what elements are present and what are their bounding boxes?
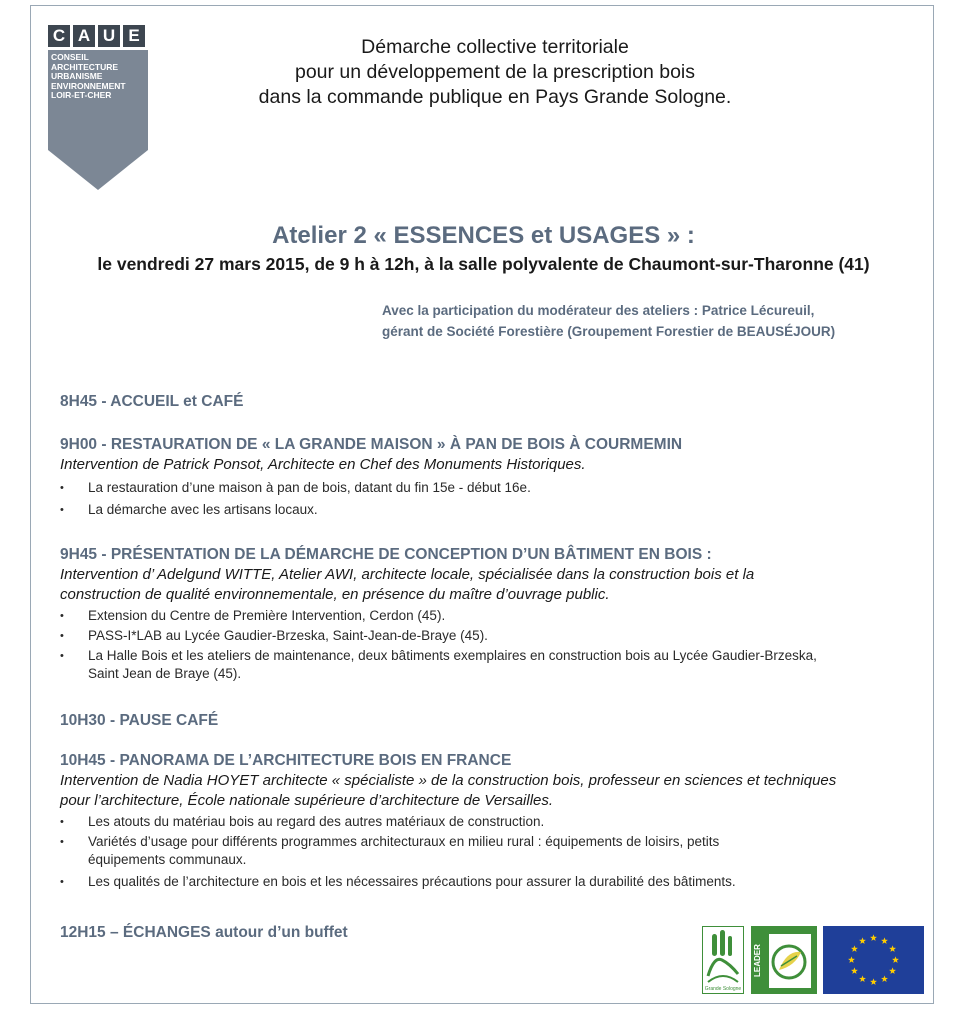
header-line: pour un développement de la prescription bois xyxy=(294,61,695,83)
logo-line: CONSEIL xyxy=(51,52,89,62)
header-line: Démarche collective territoriale xyxy=(361,36,629,58)
agenda-title: - PRÉSENTATION DE LA DÉMARCHE DE CONCEPTION D’UN BÂTIMENT EN BOIS : xyxy=(97,546,712,563)
agenda-heading xyxy=(60,545,920,565)
agenda-bullets xyxy=(60,607,920,683)
pays-grande-sologne-logo xyxy=(702,926,744,994)
logo-letter: C xyxy=(48,25,70,47)
logo-line: ARCHITECTURE xyxy=(51,61,119,72)
list-item: • La restauration d’une maison à pan de bois, datant du fin 15e - début 16e. xyxy=(60,479,920,497)
list-item: • Les atouts du matériau bois au regard des autres matériaux de construction. xyxy=(60,813,920,831)
list-item-line: équipements communaux. xyxy=(88,852,247,867)
leader-logo xyxy=(751,926,817,994)
agenda-item-accueil xyxy=(60,392,920,412)
pays-logo-text: Grande Sologne xyxy=(704,986,742,992)
logo-line: LOIR-ET-CHER xyxy=(51,90,112,101)
agenda-title: - PANORAMA DE L’ARCHITECTURE BOIS EN FRANCE xyxy=(105,752,512,769)
atelier-date: le vendredi 27 mars 2015, de 9 h à 12h, à la salle polyvalente de Chaumont-sur-Tharonne (41) xyxy=(97,254,870,274)
agenda-item-presentation xyxy=(60,545,920,685)
list-item-line: Variétés d’usage pour différents programmes architecturaux en milieu rural : équipements de loisirs, petits xyxy=(88,834,720,849)
list-item: • Les qualités de l’architecture en bois et les nécessaires précautions pour assurer la durabilité des bâtiments. xyxy=(60,873,920,891)
eu-star xyxy=(851,945,858,952)
logo-shield xyxy=(48,50,148,190)
agenda-heading xyxy=(60,392,920,412)
list-item: • PASS-I*LAB au Lycée Gaudier-Brzeska, Saint-Jean-de-Braye (45). xyxy=(60,627,920,645)
list-item xyxy=(60,833,920,869)
eu-star xyxy=(889,967,896,974)
caue-logo xyxy=(48,25,148,190)
reed-icon xyxy=(702,926,744,994)
eu-star xyxy=(892,956,899,963)
agenda-intervention: Intervention d’ Adelgund WITTE, Atelier AWI, architecte locale, spécialisée dans la construction bois et la xyxy=(60,566,755,583)
agenda-time: 10H45 xyxy=(60,752,106,769)
agenda-heading xyxy=(60,751,920,771)
list-item-line: Saint Jean de Braye (45). xyxy=(88,666,242,681)
eu-star xyxy=(881,937,888,944)
agenda-intervention: pour l’architecture, École nationale supérieure d’architecture de Versailles. xyxy=(60,792,554,809)
eu-star xyxy=(848,956,855,963)
agenda-item-pause xyxy=(60,711,920,731)
atelier-title: Atelier 2 « ESSENCES et USAGES » : xyxy=(272,222,695,249)
agenda-bullets xyxy=(60,813,920,891)
participation-note xyxy=(382,300,922,342)
eu-star xyxy=(859,937,866,944)
header-line: dans la commande publique en Pays Grande Sologne. xyxy=(258,86,732,108)
logo-letter: E xyxy=(123,25,145,47)
agenda-intervention: Intervention de Patrick Ponsot, Architecte en Chef des Monuments Historiques. xyxy=(60,456,586,473)
participation-line: gérant de Société Forestière (Groupement Forestier de BEAUSÉJOUR) xyxy=(382,324,836,339)
agenda-title: - ACCUEIL et CAFÉ xyxy=(97,393,244,410)
document-header xyxy=(200,35,790,110)
agenda-item-restauration xyxy=(60,435,920,523)
list-item: • Extension du Centre de Première Intervention, Cerdon (45). xyxy=(60,607,920,625)
agenda-title: - RESTAURATION DE « LA GRANDE MAISON » À PAN DE BOIS À COURMEMIN xyxy=(97,436,683,453)
agenda-time: 9H00 xyxy=(60,436,98,453)
participation-line: Avec la participation du modérateur des ateliers : Patrice Lécureuil, xyxy=(382,303,815,318)
agenda-time: 12H15 xyxy=(60,924,106,941)
agenda-time: 9H45 xyxy=(60,546,98,563)
list-item xyxy=(60,647,920,683)
list-item-line: La Halle Bois et les ateliers de maintenance, deux bâtiments exemplaires en construction bois au Lycée Gaudier-Brzeska, xyxy=(88,648,817,663)
agenda-heading xyxy=(60,711,920,731)
leader-text: LEADER xyxy=(753,944,762,978)
agenda-item-panorama xyxy=(60,751,920,895)
agenda-time: 8H45 xyxy=(60,393,98,410)
agenda-heading xyxy=(60,435,920,455)
logo-text xyxy=(51,53,126,101)
agenda-intervention: Intervention de Nadia HOYET architecte « spécialiste » de la construction bois, professeur en sciences et techniques xyxy=(60,772,837,789)
eu-stars-icon xyxy=(823,926,924,994)
eu-star xyxy=(881,975,888,982)
logo-line: URBANISME xyxy=(51,71,103,82)
eu-star xyxy=(870,978,877,985)
logo-letters xyxy=(48,25,148,47)
eu-star xyxy=(870,934,877,941)
logo-line: ENVIRONNEMENT xyxy=(51,80,126,91)
eu-star xyxy=(859,975,866,982)
logo-letter: A xyxy=(73,25,95,47)
agenda-bullets xyxy=(60,479,920,519)
eu-star xyxy=(889,945,896,952)
agenda-intervention: construction de qualité environnementale, en présence du maître d’ouvrage public. xyxy=(60,586,610,603)
eu-star xyxy=(851,967,858,974)
agenda-title: – ÉCHANGES autour d’un buffet xyxy=(105,924,348,941)
logo-letter: U xyxy=(98,25,120,47)
agenda-title: - PAUSE CAFÉ xyxy=(105,712,219,729)
list-item: • La démarche avec les artisans locaux. xyxy=(60,501,920,519)
agenda-time: 10H30 xyxy=(60,712,106,729)
eu-flag xyxy=(823,926,924,994)
